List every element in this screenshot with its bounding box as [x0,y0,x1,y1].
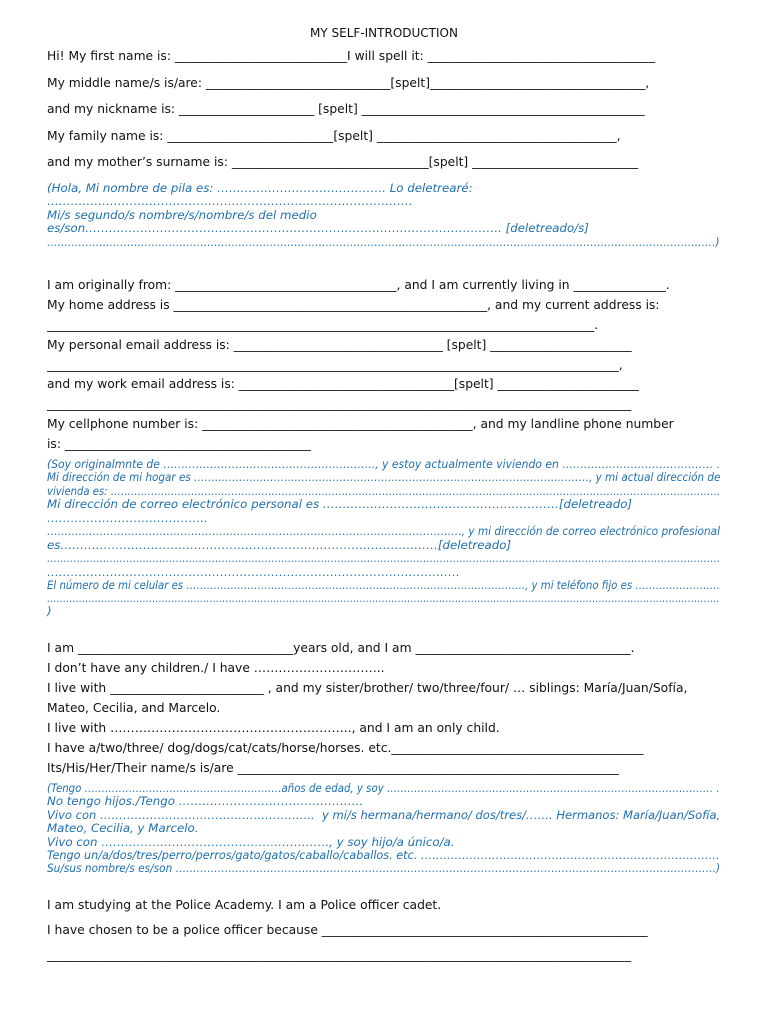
siblings-names-line: Mateo, Cecilia, and Marcelo. [47,701,221,715]
spanish-work-email-line: ………………………………………………………………………………………………………., y mi dirección de correo electrónico profesional [47,524,721,538]
landline-line: is: ________________________________________ [47,437,311,451]
family-name-line: My family name is: ___________________________[spelt] _______________________________________, [47,129,621,143]
spanish-origin-line: (Soy originalmnte de ………………………………………………….., y estoy actualmente viviendo en …………………………………… . [47,457,721,471]
spanish-middle-name-line: Mi/s segundo/s nombre/s/nombre/s del medio [47,208,317,222]
spanish-home-address-line: Mi dirección de mi hogar es ……………………………………………………………………………………………………, y mi actual dirección de [47,470,721,484]
first-name-line: Hi! My first name is: ____________________________I will spell it: _____________________________________ [47,49,656,63]
spanish-name-line: (Hola, Mi nombre de pila es: ……………………………………. Lo deletrearé: [47,181,473,195]
academy-line: I am studying at the Police Academy. I am a Police officer cadet. [47,898,442,912]
spanish-pet-names-line: Su/sus nombre/s es/son ……………………………………………………………………………………………………………………………………….) [47,861,721,875]
work-email-blank: _______________________________________________________________________________________________ [47,397,632,411]
children-line: I don’t have any children./ I have ………………………….. [47,661,385,675]
mother-surname-line: and my mother’s surname is: ________________________________[spelt] ___________________________ [47,155,639,169]
spanish-cellphone-line: El número de mi celular es ………………………………………………………………………………………., y mi teléfono fijo es ……………………. [47,578,720,592]
reason-line: I have chosen to be a police officer because _____________________________________________________ [47,923,648,937]
spanish-siblings-names-line: Mateo, Cecilia, y Marcelo. [47,821,199,835]
spanish-personal-email-blank: ………………………………….. [47,511,208,525]
personal-email-line: My personal email address is: __________________________________ [spelt] _______________________ [47,338,632,352]
spanish-closing-paren: ) [47,604,52,618]
spanish-children-line: No tengo hijos./Tengo ……………………………………….. [47,794,364,808]
spanish-work-email-blank: …………………………………………………………………………………………………………………………………………………………………………………… [47,551,721,565]
age-line: I am ___________________________________years old, and I am ___________________________________. [47,641,635,655]
spanish-middle-name-spelt: es/son……………………………………………………………………………………………. [deletreado/s] [47,221,589,235]
spanish-current-address-line: vivienda es: ……………………………………………………………………………………………………………………………………………………………….. [47,484,721,498]
spanish-name-blank: ………………………………………………………………………………… [47,194,413,208]
only-child-line: I live with ………………………………………………….., and I am an only child. [47,721,500,735]
spanish-age-line: (Tengo ………………………………………………….años de edad, y soy …………………………………………………………………………………… . [47,781,720,795]
work-email-line: and my work email address is: ___________________________________[spelt] _______________________ [47,377,639,391]
home-address-line: My home address is ___________________________________________________, and my current address is: [47,298,660,312]
cellphone-line: My cellphone number is: ____________________________________________, and my landline phone number [47,417,674,431]
pet-names-line: Its/His/Her/Their name/s is/are ______________________________________________________________ [47,761,619,775]
pets-line: I have a/two/three/ dog/dogs/cat/cats/horse/horses. etc._________________________________________ [47,741,644,755]
spanish-only-child-line: Vivo con …………………………………………………., y soy hijo/a único/a. [47,835,455,849]
spanish-closing-line: …………………………………………………………………………………………………………………………………………………………………………) [47,235,720,249]
spanish-landline-blank: …………………………………………………………………………………………………………………………………………………………………………………………. [47,591,720,605]
reason-blank: _______________________________________________________________________________________________ [47,948,632,962]
siblings-line: I live with _________________________ , and my sister/brother/ two/three/four/ … siblings: María/Juan/Sofía, [47,681,688,695]
spanish-personal-email-line: Mi dirección de correo electrónico personal es ……………………………………………………[deletreado] [47,497,633,511]
spanish-pets-line: Tengo un/a/dos/tres/perro/perros/gato/gatos/caballo/caballos. etc. …………………………………………………………………….. [47,848,720,862]
personal-email-blank: _____________________________________________________________________________________________, [47,358,623,372]
middle-name-line: My middle name/s is/are: ______________________________[spelt]___________________________________, [47,76,650,90]
origin-line: I am originally from: ____________________________________, and I am currently living in _______________. [47,278,670,292]
page-title: MY SELF-INTRODUCTION [310,26,458,40]
current-address-blank: _________________________________________________________________________________________. [47,318,599,332]
spanish-siblings-line: Vivo con ……………………………………………….. y mi/s hermana/hermano/ dos/tres/……. Hermanos: María/Juan/Sofía, [47,808,721,822]
nickname-line: and my nickname is: ______________________ [spelt] ______________________________________________ [47,102,645,116]
spanish-work-email-spelt: es……………………………………………………………………………………[deletreado] [47,538,512,552]
spanish-work-email-blank-2: …………………………………………………………………………………………… [47,565,460,579]
